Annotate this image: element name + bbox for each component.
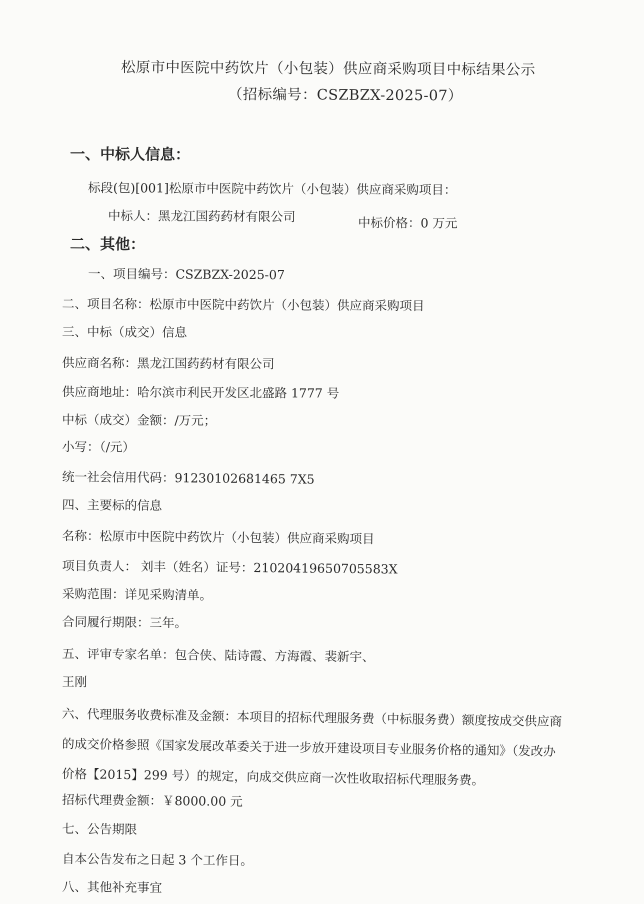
award-info-heading: 三、中标（成交）信息 — [61, 324, 188, 340]
lot-line: 标段(包)[001]松原市中医院中药饮片（小包装）供应商采购项目： — [87, 180, 457, 198]
subject-name-line: 名称：松原市中医院中药饮片（小包装）供应商采购项目 — [61, 528, 375, 547]
experts-continued-line: 王刚 — [61, 674, 88, 690]
award-amount-line: 中标（成交）金额：/万元； — [61, 412, 217, 428]
notice-period-line: 自本公告发布之日起 3 个工作日。 — [61, 851, 253, 868]
other-matters-heading: 八、其他补充事宜 — [61, 879, 163, 896]
experts-line: 五、评审专家名单：包合侠、陆诗霞、方海霞、裴新宇、 — [61, 646, 375, 665]
agency-fee-line-3: 价格【2015】299 号）的规定，向成交供应商一次性收取招标代理服务费。 — [61, 766, 485, 788]
notice-period-heading: 七、公告期限 — [61, 821, 138, 837]
agency-fee-line-1: 六、代理服务收费标准及金额：本项目的招标代理服务费（中标服务费）额度按成交供应商 — [61, 706, 563, 729]
document-subtitle: （招标编号：CSZBZX-2025-07） — [227, 87, 463, 105]
winner-name: 中标人：黑龙江国药药材有限公司 — [107, 208, 296, 225]
agency-fee-line-2: 的成交价格参照《国家发展改革委关于进一步放开建设项目专业服务价格的通知》（发改办 — [61, 736, 556, 759]
winner-section-heading: 一、中标人信息： — [69, 145, 191, 164]
credit-code-line: 统一社会信用代码：91230102681465 7X5 — [61, 469, 315, 487]
other-section-heading: 二、其他： — [69, 235, 146, 254]
main-subject-heading: 四、主要标的信息 — [61, 497, 163, 514]
project-name-line: 二、项目名称：松原市中医院中药饮片（小包装）供应商采购项目 — [61, 296, 425, 314]
contract-period-line: 合同履行期限：三年。 — [61, 614, 188, 631]
supplier-name-line: 供应商名称：黑龙江国药药材有限公司 — [61, 355, 275, 372]
document-title: 松原市中医院中药饮片（小包装）供应商采购项目中标结果公示 — [120, 60, 536, 79]
amount-lowercase-line: 小写：（/元） — [61, 439, 136, 455]
procurement-scope-line: 采购范围：详见采购清单。 — [61, 586, 213, 603]
agency-fee-amount-line: 招标代理费金额：￥8000.00 元 — [61, 792, 243, 809]
winner-price: 中标价格：0 万元 — [357, 215, 458, 231]
supplier-address-line: 供应商地址：哈尔滨市利民开发区北盛路 1777 号 — [61, 384, 340, 401]
project-leader-line: 项目负责人： 刘丰（姓名）证号：21020419650705583X — [61, 558, 398, 577]
project-number-line: 一、项目编号：CSZBZX-2025-07 — [87, 266, 285, 283]
